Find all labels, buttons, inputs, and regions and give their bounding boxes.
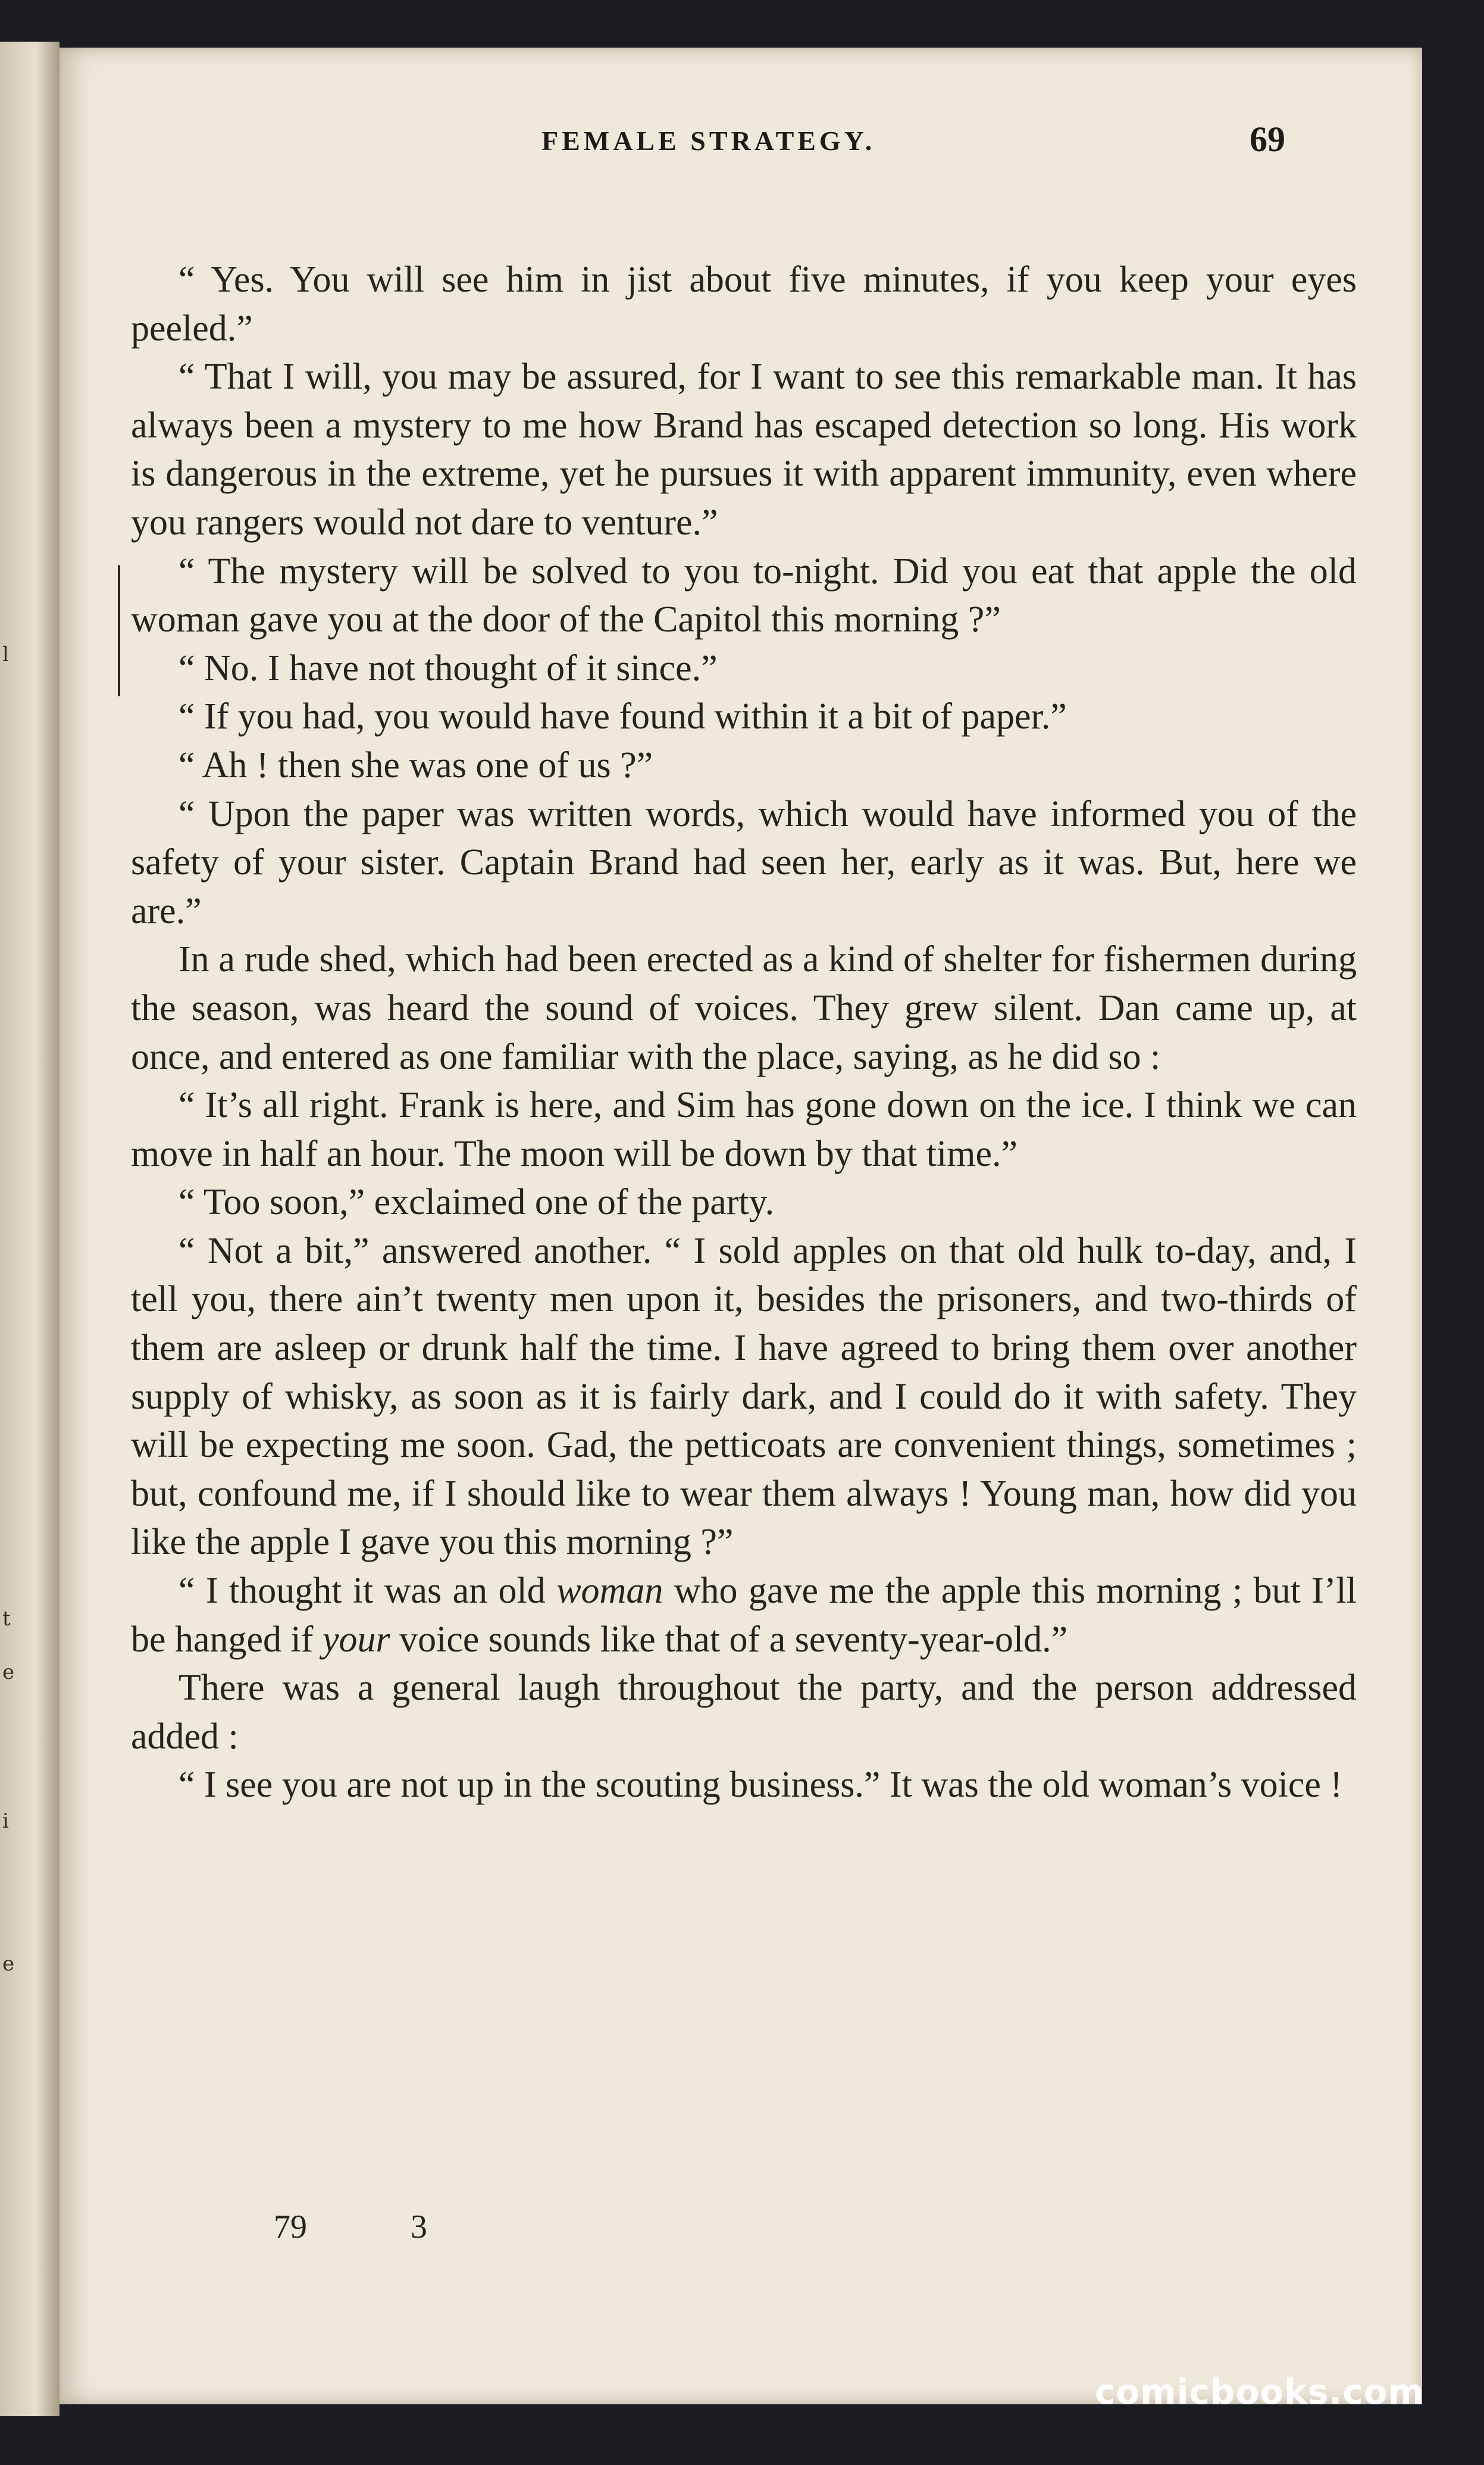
text-run: who gave me the apple this morning ; but I’ll be hanged if	[131, 1571, 1357, 1660]
running-head: FEMALE STRATEGY.	[541, 126, 876, 156]
paragraph	[131, 790, 1357, 936]
facing-page-fragment: i	[2, 1809, 9, 1833]
text-run: voice sounds like that of a seventy-year-old.”	[390, 1619, 1068, 1660]
watermark-logo: comicbooks.com	[1095, 2372, 1424, 2412]
text-run: “ I see you are not up in the scouting business.” It was the old woman’s voice !	[179, 1765, 1342, 1806]
paragraph	[131, 936, 1357, 1081]
facing-page-fragment: l	[2, 643, 9, 667]
paragraph	[131, 1178, 1357, 1227]
text-run: “ Too soon,” exclaimed one of the party.	[179, 1182, 775, 1223]
facing-page-fragment: e	[2, 1660, 15, 1684]
paragraph	[131, 1227, 1357, 1567]
paragraph	[131, 693, 1357, 742]
facing-page-fragment: t	[2, 1607, 11, 1631]
paragraph	[131, 256, 1357, 353]
signature-number: 3	[411, 2209, 427, 2245]
text-run: “ That I will, you may be assured, for I want to see this remarkable man. It has always been a mystery to me how Brand has escaped detection so long. His work is dangerous in the extreme, yet he pursues it with apparent immunity, even where you rangers would not dare to venture.”	[131, 356, 1357, 543]
facing-page-edge	[0, 42, 60, 2416]
text-run: In a rude shed, which had been erected as a kind of shelter for fishermen during the season, was heard the sound of voices. They grew silent. Dan came up, at once, and entered as one familiar with the place, saying, as he did so :	[131, 939, 1357, 1077]
paragraph	[131, 645, 1357, 693]
text-run: “ If you had, you would have found within it a bit of paper.”	[179, 696, 1067, 737]
paragraph	[131, 1567, 1357, 1664]
paragraph	[131, 1761, 1357, 1810]
emphasis-text: your	[322, 1619, 390, 1660]
body-text	[131, 256, 1357, 1810]
signature-number: 79	[274, 2209, 307, 2245]
text-run: “ The mystery will be solved to you to-night. Did you eat that apple the old woman gave you at the door of the Capitol this morning ?”	[131, 550, 1357, 640]
text-run: “ Not a bit,” answered another. “ I sold apples on that old hulk to-day, and, I tell you, there ain’t twenty men upon it, besides the prisoners, and two-thirds of them are asleep or drunk half the time. I have agreed to bring them over another supply of whisky, as soon as it is fairly dark, and I could do it with safety. They will be expecting me soon. Gad, the petticoats are convenient things, sometimes ; but, confound me, if I should like to wear them always ! Young man, how did you like the apple I gave you this morning ?”	[131, 1230, 1357, 1563]
emphasis-text: woman	[556, 1571, 663, 1612]
paragraph	[131, 742, 1357, 790]
paragraph	[131, 1081, 1357, 1178]
text-run: “ Yes. You will see him in jist about five minutes, if you keep your eyes peeled.”	[131, 259, 1357, 349]
paragraph	[131, 1664, 1357, 1761]
text-run: “ I thought it was an old	[179, 1571, 557, 1612]
text-run: There was a general laugh throughout the party, and the person addressed added :	[131, 1668, 1357, 1757]
facing-page-letter-fragments	[0, 42, 60, 2416]
book-page	[60, 48, 1422, 2404]
signature-marks	[274, 2208, 522, 2246]
margin-pencil-mark	[118, 565, 120, 696]
paragraph	[131, 353, 1357, 547]
text-run: “ No. I have not thought of it since.”	[179, 647, 718, 689]
text-run: “ It’s all right. Frank is here, and Sim has gone down on the ice. I think we can move in half an hour. The moon will be down by that time.”	[131, 1085, 1357, 1174]
page-header	[60, 119, 1422, 173]
page-number: 69	[1250, 120, 1285, 159]
facing-page-fragment: e	[2, 1952, 15, 1976]
paragraph	[131, 548, 1357, 645]
text-run: “ Ah ! then she was one of us ?”	[179, 744, 653, 786]
text-run: “ Upon the paper was written words, which would have informed you of the safety of your sister. Captain Brand had seen her, early as it was. But, here we are.”	[131, 793, 1357, 931]
